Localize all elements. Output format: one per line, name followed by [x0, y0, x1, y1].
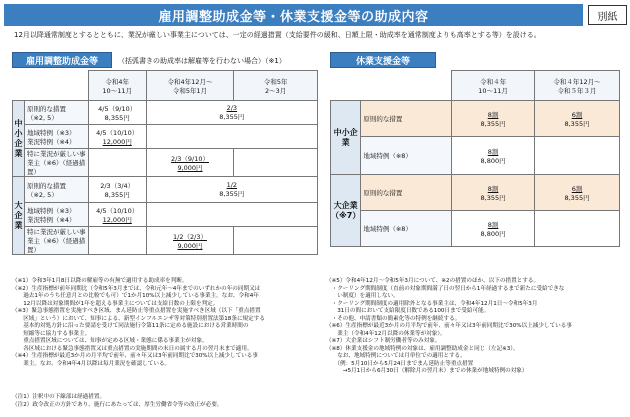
note-line: 基本的対処方針に沿った要請を受けて同法施行令第11条に定める施設における営業時間の — [12, 323, 249, 329]
kyugyo-large-group: 大企業（※7） — [331, 175, 361, 247]
koyo-large-severe-2: 1/2（2/3） 9,000円 — [146, 227, 234, 255]
footer-note: （注1）注釈中の下線部は経過措置。 — [12, 394, 106, 400]
note-line: （※7）大企業はシフト制労働者等のみ対象。 — [326, 338, 441, 344]
kyugyo-large-general-1: 8割 8,355円 — [452, 175, 535, 211]
note-line: い制度）を適用しない。 — [326, 293, 399, 299]
note-line: ・クーリング期間制度の適用除外となる事業主は、令和4年12月1日～令和5年3月 — [326, 300, 538, 307]
kyugyo-small-group: 中小企業 — [331, 101, 361, 175]
kyugyo-small-general-label: 原則的な措置 — [361, 101, 452, 137]
koyo-header-2: 令和4年12月～ 令和5年1月 — [146, 71, 234, 101]
koyo-large-general-label: 原則的な措置 （※2, 5） — [24, 177, 88, 203]
kyugyo-small-regional-1: 8割 8,800円 — [452, 137, 535, 175]
intro-text: 12月以降通常制度とするとともに、業況が厳しい事業主については、一定の経過措置（支給要件の緩和、日額上限・助成率を通常制度よりも高率とする等）を設ける。 — [14, 31, 541, 39]
note-line: （※6）生産指標が最近3か月の月平均で前年、前々年又は3年前同期比で30%以上減少している事 — [326, 323, 572, 329]
note-line: （※5）令和4年12月～令和5年3月について、※2の措置のほか、以下の措置とする。 — [326, 278, 540, 284]
kyugyo-large-general-label: 原則的な措置 — [361, 175, 452, 211]
note-line: →5月1日から6月30日（解除月の翌月末）までの休業が地域特例の対象） — [326, 368, 528, 374]
kyugyo-small-general-1: 8割 8,355円 — [452, 101, 535, 137]
koyo-table — [12, 70, 318, 255]
note-line: ・クーリング期間制度（直前の対象期間満了日の翌日から1年経過するまで新たに受給できな — [326, 285, 565, 292]
kyugyo-small-general-2: 6割 8,355円 — [535, 101, 620, 137]
kyugyo-small-regional-label: 地域特例（※8） — [361, 137, 452, 175]
koyo-header-3: 令和5年 2～3月 — [234, 71, 318, 101]
footer-notes — [12, 394, 318, 409]
koyo-small-regional-1: 4/5（10/10） 12,000円 — [88, 125, 146, 149]
koyo-large-severe-label: 特に業況が厳しい事 業主（※6）（経過措置） — [24, 227, 88, 255]
note-line: （※3）緊急事態措置を実施すべき区域、まん延防止等重点措置を実施すべき区域（以下「重点措置 — [12, 308, 261, 314]
notes-left — [12, 278, 318, 368]
koyo-section-title: 雇用調整助成金等 — [12, 52, 112, 68]
koyo-small-severe-label: 特に業況が厳しい事 業主（※6）（経過措置） — [24, 149, 88, 177]
kyugyo-large-regional-label: 地域特例（※8） — [361, 211, 452, 247]
note-line: なお、地域特例については月単位での適用とする。 — [326, 353, 466, 359]
kyugyo-large-regional-1: 8割 8,800円 — [452, 211, 535, 247]
koyo-small-general-2: 2/3 8,355円 — [146, 101, 317, 125]
note-line: 各区域における緊急事態措置又は重点措置の実施期間の末日の属する月の翌月末まで適用。 — [12, 345, 253, 352]
page-title: 雇用調整助成金等・休業支援金等の助成内容 — [158, 9, 429, 25]
note-line: （※4）生産指標が最近3か月の月平均で前年、前々年又は3年前同期比で30%以上減少している事 — [12, 353, 258, 359]
note-line: （※2）生産指標が前年同期比（令和5年3月までは、令和元年～4年までのいずれかの年の同期又は — [12, 285, 261, 292]
kyugyo-section-title: 休業支援金等 — [330, 52, 436, 68]
note-line: 重点措置区域については、知事が定める区域・業態に係る事業主が対象。 — [12, 338, 208, 344]
note-line: 12月以降は対象期間が1年を超える事業主については支給日数の上限を判定。 — [12, 300, 219, 307]
attachment-badge: 別紙 — [588, 5, 627, 25]
koyo-small-severe-2: 2/3（9/10） 9,000円 — [146, 149, 234, 177]
note-line: 過去1年のうち任意月との比較でも可）で1か月10%以上減少している事業主。なお、令和4年 — [12, 293, 259, 299]
note-line: 業主。なお、令和4年4月以降は毎月業況を確認している。 — [12, 360, 171, 367]
koyo-large-general-2: 1/2 8,355円 — [146, 177, 317, 203]
note-line: 業主（令和4年12月以降の休業等が対象）。 — [326, 330, 446, 337]
note-line: （※1）令和3年1月8日以降の解雇等の有無で適用する助成率を判断。 — [12, 278, 188, 284]
koyo-small-regional-label: 地域特例（※3） 業況特例（※4） — [24, 125, 88, 149]
koyo-header-1: 令和4年 10～11月 — [88, 71, 146, 101]
koyo-large-general-1: 2/3（3/4） 8,355円 — [88, 177, 146, 203]
kyugyo-table — [330, 70, 620, 247]
kyugyo-large-general-2: 6割 8,355円 — [535, 175, 620, 211]
page-title-banner — [4, 4, 583, 26]
koyo-small-general-1: 4/5（9/10） 8,355円 — [88, 101, 146, 125]
koyo-small-group: 中小企業 — [13, 101, 25, 177]
note-line: （※8）休業支援金の地域特例の対象は、雇用調整助成金と同じ（左記※3）。 — [326, 345, 519, 352]
notes-right — [326, 278, 624, 376]
note-line: ・その他、申請書類の簡素化等の特例を継続する。 — [326, 315, 461, 322]
note-line: （例：5月10日から5月24日までまん延防止等重点措置 — [326, 360, 474, 367]
kyugyo-header-2: 令和４年12月～ 令和５年３月 — [535, 71, 620, 101]
kyugyo-header-1: 令和４年 10～11月 — [452, 71, 535, 101]
koyo-large-group: 大企業 — [13, 177, 25, 255]
koyo-subnote: （括弧書きの助成率は解雇等を行わない場合）（※1） — [118, 57, 286, 65]
note-line: 短縮等に協力する事業主。 — [12, 330, 91, 337]
koyo-large-regional-label: 地域特例（※3） 業況特例（※4） — [24, 203, 88, 227]
note-line: 区域」という）において、知事による、新型インフルエンザ等対策特別措置法第18条に規定する — [12, 315, 265, 322]
note-line: 31日の間において支給限度日数である100日まで受給可能。 — [326, 308, 490, 314]
footer-note: （注2）政令改正の方針であり、施行にあたっては、厚生労働省令等の改正が必要。 — [12, 401, 223, 408]
koyo-small-general-label: 原則的な措置 （※2, 5） — [24, 101, 88, 125]
koyo-large-regional-1: 4/5（10/10） 12,000円 — [88, 203, 146, 227]
